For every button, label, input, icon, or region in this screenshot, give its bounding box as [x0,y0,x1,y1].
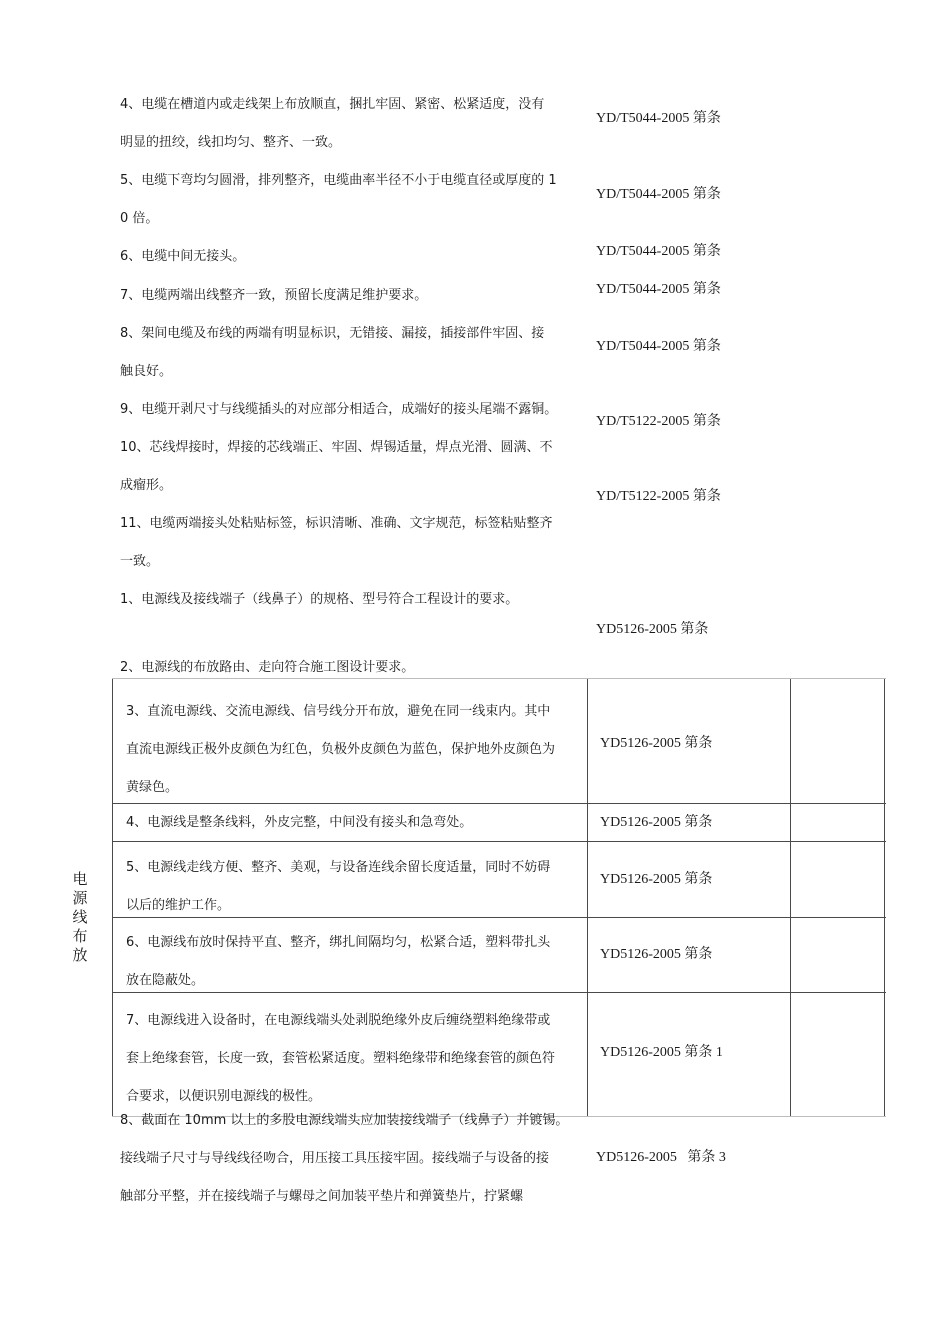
side-label-char: 线 [72,908,88,926]
item-text-line: 5、电缆下弯均匀圆滑，排列整齐，电缆曲率半径不小于电缆直径或厚度的 1 [120,173,557,188]
table-border [884,679,885,1116]
side-label-char: 源 [72,889,88,907]
table-column-divider [790,679,791,1116]
table-cell-line: 合要求，以便识别电源线的极性。 [126,1089,322,1104]
side-label-char: 电 [72,870,88,888]
standard-reference: YD5126-2005 第条 [600,736,713,751]
item-text-line: 接线端子尺寸与导线线径吻合，用压接工具压接牢固。接线端子与设备的接 [120,1151,550,1166]
standard-reference: YD/T5044-2005 第条 [596,187,721,202]
standard-reference: YD/T5122-2005 第条 [596,489,721,504]
standard-reference: YD5126-2005 第条 [600,947,713,962]
item-text-line: 0 倍。 [120,211,159,226]
item-text-line: 8、截面在 10mm 以上的多股电源线端头应加装接线端子（线鼻子）并镀锡。 [120,1113,569,1128]
standard-reference: YD/T5044-2005 第条 [596,111,721,126]
table-cell-line: 7、电源线进入设备时，在电源线端头处剥脱绝缘外皮后缠绕塑料绝缘带或 [126,1013,551,1028]
table-cell-line: 4、电源线是整条线料，外皮完整，中间没有接头和急弯处。 [126,815,473,830]
table-row-divider [112,992,886,993]
standard-reference: YD/T5044-2005 第条 [596,282,721,297]
item-text-line: 2、电源线的布放路由、走向符合施工图设计要求。 [120,660,415,675]
table-column-divider [587,679,588,1116]
table-cell-line: 6、电源线布放时保持平直、整齐，绑扎间隔均匀，松紧合适，塑料带扎头 [126,935,551,950]
item-text-line: 成瘤形。 [120,478,173,493]
table-border [112,679,113,1116]
standard-reference: YD5126-2005 第条 3 [596,1150,726,1165]
table-cell-line: 直流电源线正极外皮颜色为红色，负极外皮颜色为蓝色，保护地外皮颜色为 [126,742,556,757]
item-text-line: 9、电缆开剥尺寸与线缆插头的对应部分相适合，成端好的接头尾端不露铜。 [120,402,558,417]
standard-reference: YD5126-2005 第条 [600,815,713,830]
item-text-line: 4、电缆在槽道内或走线架上布放顺直，捆扎牢固、紧密、松紧适度，没有 [120,97,545,112]
table-cell-line: 套上绝缘套管，长度一致，套管松紧适度。塑料绝缘带和绝缘套管的颜色符 [126,1051,556,1066]
item-text-line: 11、电缆两端接头处粘贴标签，标识清晰、准确、文字规范，标签粘贴整齐 [120,516,553,531]
table-row-divider [112,917,886,918]
table-cell-line: 以后的维护工作。 [126,898,231,913]
item-text-line: 6、电缆中间无接头。 [120,249,246,264]
table-cell-line: 3、直流电源线、交流电源线、信号线分开布放，避免在同一线束内。其中 [126,704,551,719]
item-text-line: 7、电缆两端出线整齐一致，预留长度满足维护要求。 [120,288,428,303]
standard-reference: YD5126-2005 第条 [596,622,709,637]
table-row-divider [112,841,886,842]
item-text-line: 明显的扭绞，线扣均匀、整齐、一致。 [120,135,342,150]
item-text-line: 8、架间电缆及布线的两端有明显标识，无错接、漏接，插接部件牢固、接 [120,326,545,341]
item-text-line: 1、电源线及接线端子（线鼻子）的规格、型号符合工程设计的要求。 [120,592,519,607]
item-text-line: 10、芯线焊接时，焊接的芯线端正、牢固、焊锡适量，焊点光滑、圆满、不 [120,440,553,455]
standard-reference: YD5126-2005 第条 [600,872,713,887]
requirements-table [112,678,886,1117]
standard-reference: YD/T5122-2005 第条 [596,414,721,429]
item-text-line: 触良好。 [120,364,173,379]
table-cell-line: 黄绿色。 [126,780,179,795]
table-cell-line: 放在隐蔽处。 [126,973,205,988]
table-cell-line: 5、电源线走线方便、整齐、美观，与设备连线余留长度适量，同时不妨碍 [126,860,551,875]
standard-reference: YD5126-2005 第条 1 [600,1045,723,1060]
item-text-line: 触部分平整，并在接线端子与螺母之间加装平垫片和弹簧垫片，拧紧螺 [120,1189,524,1204]
side-label [72,870,88,964]
side-label-char: 布 [72,927,88,945]
item-text-line: 一致。 [120,554,160,569]
standard-reference: YD/T5044-2005 第条 [596,244,721,259]
side-label-char: 放 [72,946,88,964]
table-row-divider [112,803,886,804]
standard-reference: YD/T5044-2005 第条 [596,339,721,354]
